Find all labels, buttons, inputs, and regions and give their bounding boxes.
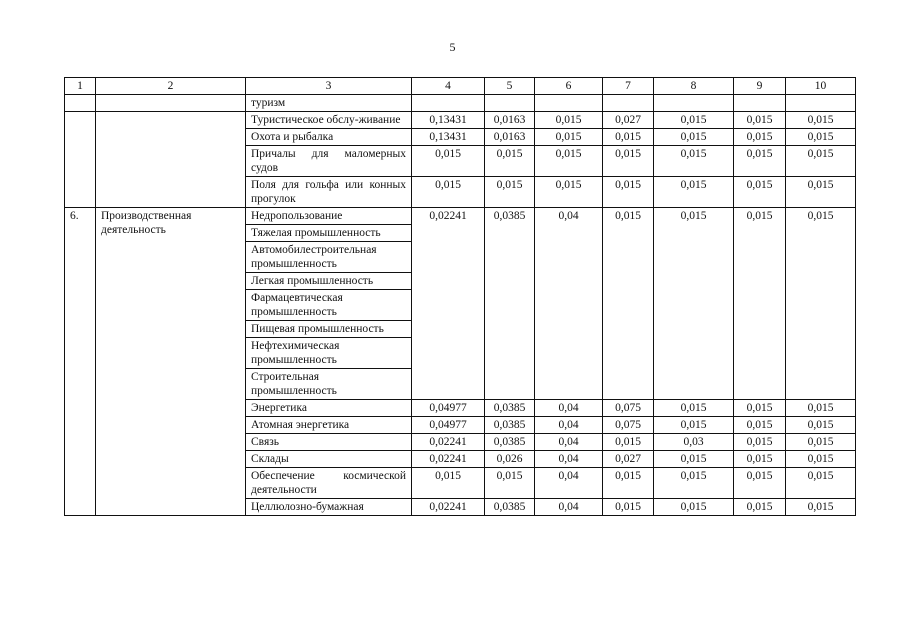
- value-cell: 0,015: [603, 177, 654, 208]
- value-cell: 0,015: [654, 417, 734, 434]
- value-cell: 0,015: [786, 434, 856, 451]
- value-cell: 0,02241: [412, 451, 485, 468]
- value-cell: 0,0163: [485, 129, 535, 146]
- subtype-cell: Нефтехимическая промышленность: [246, 338, 412, 369]
- value-cell: 0,02241: [412, 208, 485, 400]
- value-cell: 0,015: [734, 400, 786, 417]
- value-cell: 0,04: [535, 499, 603, 516]
- value-cell: 0,13431: [412, 112, 485, 129]
- value-cell: 0,015: [786, 451, 856, 468]
- value-cell: 0,015: [734, 112, 786, 129]
- value-cell: 0,02241: [412, 434, 485, 451]
- subtype-cell: Обеспечение космической деятельности: [246, 468, 412, 499]
- value-cell: 0,04: [535, 468, 603, 499]
- column-number: 9: [734, 78, 786, 95]
- value-cell: 0,015: [654, 468, 734, 499]
- subtype-cell: Пищевая промышленность: [246, 321, 412, 338]
- value-cell: 0,04: [535, 451, 603, 468]
- value-cell: 0,0385: [485, 417, 535, 434]
- subtype-cell: Легкая промышленность: [246, 273, 412, 290]
- number-cell: [65, 95, 96, 112]
- activity-cell: Производственная деятельность: [96, 208, 246, 516]
- value-cell: 0,0385: [485, 208, 535, 400]
- value-cell: 0,015: [603, 468, 654, 499]
- value-cell: 0,075: [603, 417, 654, 434]
- value-cell: 0,0385: [485, 400, 535, 417]
- column-number-row: [65, 78, 856, 95]
- table-row: [65, 208, 856, 225]
- subtype-cell: Поля для гольфа или конных прогулок: [246, 177, 412, 208]
- value-cell: 0,03: [654, 434, 734, 451]
- value-cell: 0,015: [786, 112, 856, 129]
- value-cell: 0,13431: [412, 129, 485, 146]
- subtype-cell: Связь: [246, 434, 412, 451]
- value-cell: 0,015: [603, 499, 654, 516]
- value-cell: [654, 95, 734, 112]
- value-cell: 0,015: [654, 177, 734, 208]
- value-cell: 0,015: [786, 208, 856, 400]
- value-cell: 0,015: [654, 129, 734, 146]
- value-cell: 0,015: [412, 146, 485, 177]
- value-cell: 0,015: [786, 146, 856, 177]
- value-cell: 0,015: [654, 400, 734, 417]
- subtype-cell: Энергетика: [246, 400, 412, 417]
- value-cell: 0,015: [485, 468, 535, 499]
- value-cell: 0,015: [734, 434, 786, 451]
- value-cell: 0,015: [535, 112, 603, 129]
- value-cell: 0,015: [786, 417, 856, 434]
- value-cell: 0,04977: [412, 417, 485, 434]
- value-cell: 0,015: [603, 434, 654, 451]
- table-row: [65, 112, 856, 129]
- value-cell: [603, 95, 654, 112]
- value-cell: 0,015: [654, 499, 734, 516]
- value-cell: 0,015: [654, 451, 734, 468]
- table-row: [65, 95, 856, 112]
- number-cell: 6.: [65, 208, 96, 516]
- value-cell: [786, 95, 856, 112]
- value-cell: 0,04: [535, 434, 603, 451]
- subtype-cell: Недропользование: [246, 208, 412, 225]
- value-cell: 0,04: [535, 208, 603, 400]
- activity-cell: [96, 112, 246, 208]
- value-cell: [535, 95, 603, 112]
- value-cell: 0,015: [485, 177, 535, 208]
- value-cell: 0,015: [654, 112, 734, 129]
- value-cell: 0,015: [603, 146, 654, 177]
- subtype-cell: Склады: [246, 451, 412, 468]
- column-number: 1: [65, 78, 96, 95]
- subtype-cell: Фармацевтическая промышленность: [246, 290, 412, 321]
- value-cell: 0,015: [412, 468, 485, 499]
- value-cell: [412, 95, 485, 112]
- value-cell: 0,015: [734, 417, 786, 434]
- subtype-cell: Автомобилестроительная промышленность: [246, 242, 412, 273]
- value-cell: 0,015: [412, 177, 485, 208]
- column-number: 6: [535, 78, 603, 95]
- activity-cell: [96, 95, 246, 112]
- column-number: 5: [485, 78, 535, 95]
- value-cell: 0,015: [786, 177, 856, 208]
- column-number: 7: [603, 78, 654, 95]
- value-cell: 0,04: [535, 417, 603, 434]
- value-cell: 0,0385: [485, 434, 535, 451]
- subtype-cell: Тяжелая промышленность: [246, 225, 412, 242]
- value-cell: 0,015: [786, 129, 856, 146]
- value-cell: 0,015: [654, 208, 734, 400]
- value-cell: 0,015: [603, 208, 654, 400]
- value-cell: 0,015: [734, 451, 786, 468]
- value-cell: 0,015: [734, 146, 786, 177]
- value-cell: 0,015: [734, 129, 786, 146]
- value-cell: 0,027: [603, 112, 654, 129]
- value-cell: 0,015: [485, 146, 535, 177]
- column-number: 4: [412, 78, 485, 95]
- value-cell: 0,0385: [485, 499, 535, 516]
- value-cell: 0,02241: [412, 499, 485, 516]
- number-cell: [65, 112, 96, 208]
- column-number: 2: [96, 78, 246, 95]
- value-cell: 0,015: [786, 468, 856, 499]
- value-cell: 0,015: [786, 400, 856, 417]
- value-cell: 0,0163: [485, 112, 535, 129]
- value-cell: [734, 95, 786, 112]
- value-cell: 0,04977: [412, 400, 485, 417]
- value-cell: 0,027: [603, 451, 654, 468]
- subtype-cell: Охота и рыбалка: [246, 129, 412, 146]
- subtype-cell: Атомная энергетика: [246, 417, 412, 434]
- value-cell: 0,015: [734, 177, 786, 208]
- value-cell: 0,015: [654, 146, 734, 177]
- subtype-cell: Причалы для маломерных судов: [246, 146, 412, 177]
- column-number: 8: [654, 78, 734, 95]
- column-number: 10: [786, 78, 856, 95]
- value-cell: 0,075: [603, 400, 654, 417]
- value-cell: [485, 95, 535, 112]
- value-cell: 0,015: [535, 129, 603, 146]
- subtype-cell: Туристическое обслу-живание: [246, 112, 412, 129]
- subtype-cell: туризм: [246, 95, 412, 112]
- subtype-cell: Целлюлозно-бумажная: [246, 499, 412, 516]
- page-number: 5: [449, 40, 456, 54]
- value-cell: 0,015: [734, 499, 786, 516]
- value-cell: 0,04: [535, 400, 603, 417]
- value-cell: 0,015: [734, 208, 786, 400]
- value-cell: 0,015: [603, 129, 654, 146]
- subtype-cell: Строительная промышленность: [246, 369, 412, 400]
- value-cell: 0,015: [535, 146, 603, 177]
- value-cell: 0,026: [485, 451, 535, 468]
- value-cell: 0,015: [734, 468, 786, 499]
- column-number: 3: [246, 78, 412, 95]
- value-cell: 0,015: [786, 499, 856, 516]
- coefficient-table: [64, 77, 856, 516]
- value-cell: 0,015: [535, 177, 603, 208]
